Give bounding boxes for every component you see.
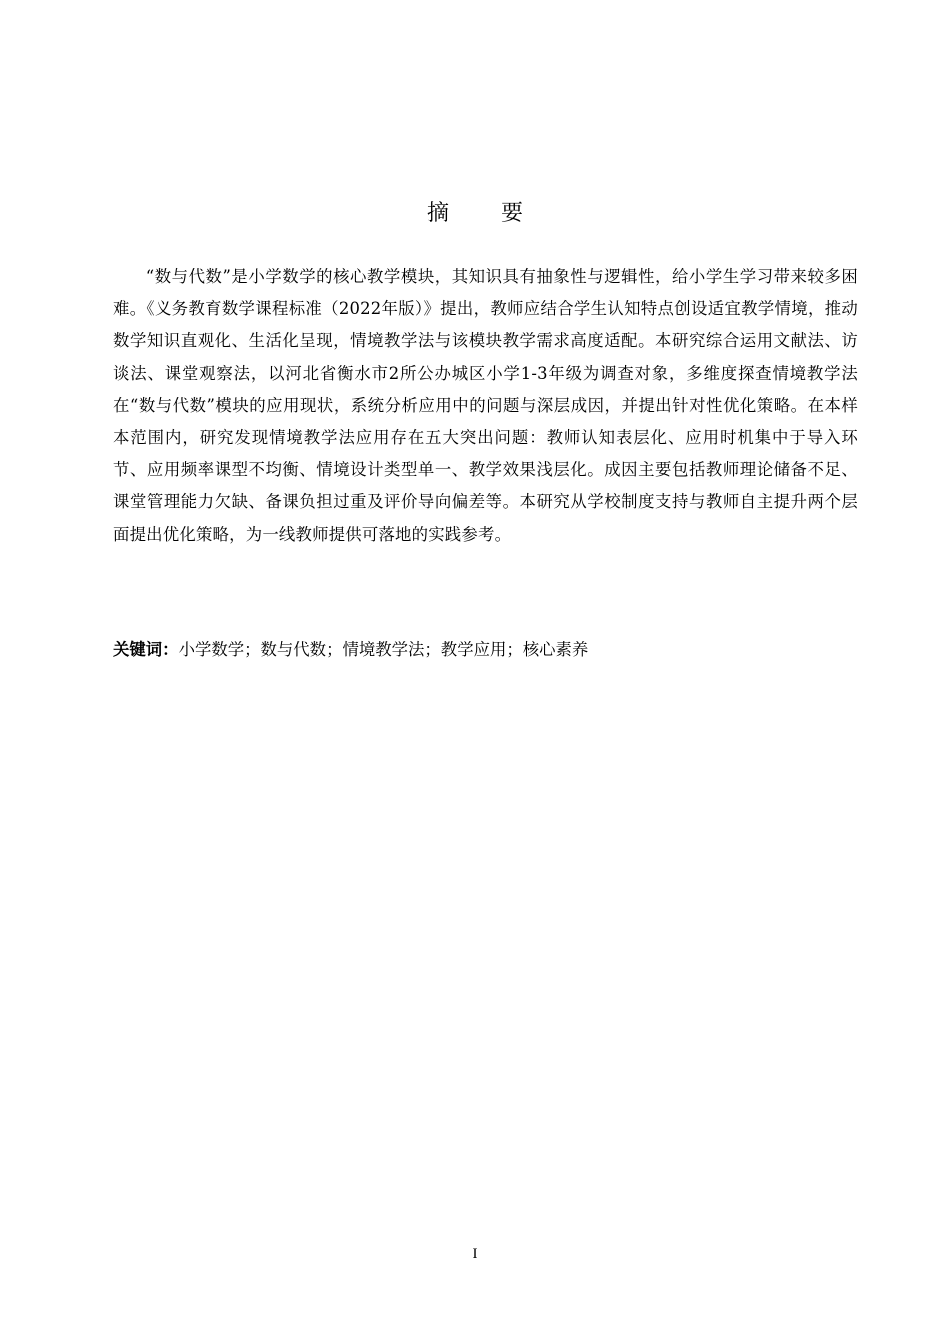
page-title (0, 196, 950, 232)
page-number: I (472, 1246, 478, 1262)
title-char-2: 要 (501, 201, 524, 226)
keywords-label: 关键词： (113, 640, 179, 659)
keywords-value: 小学数学；数与代数；情境教学法；教学应用；核心素养 (178, 640, 589, 659)
abstract-paragraph: “数与代数”是小学数学的核心教学模块，其知识具有抽象性与逻辑性，给小学生学习带来较多困难。《义务教育数学课程标准（2022年版）》提出，教师应结合学生认知特点创设适宜教学情境，推动数学知识直观化、生活化呈现，情境教学法与该模块教学需求高度适配。本研究综合运用文献法、访谈法、课堂观察法，以河北省衡水市2所公办城区小学1-3年级为调查对象，多维度探查情境教学法在“数与代数”模块的应用现状，系统分析应用中的问题与深层成因，并提出针对性优化策略。在本样本范围内，研究发现情境教学法应用存在五大突出问题：教师认知表层化、应用时机集中于导入环节、应用频率课型不均衡、情境设计类型单一、教学效果浅层化。成因主要包括教师理论储备不足、课堂管理能力欠缺、备课负担过重及评价导向偏差等。本研究从学校制度支持与教师自主提升两个层面提出优化策略，为一线教师提供可落地的实践参考。 (113, 267, 858, 544)
keywords-line (113, 634, 858, 666)
title-char-1: 摘 (426, 201, 449, 226)
